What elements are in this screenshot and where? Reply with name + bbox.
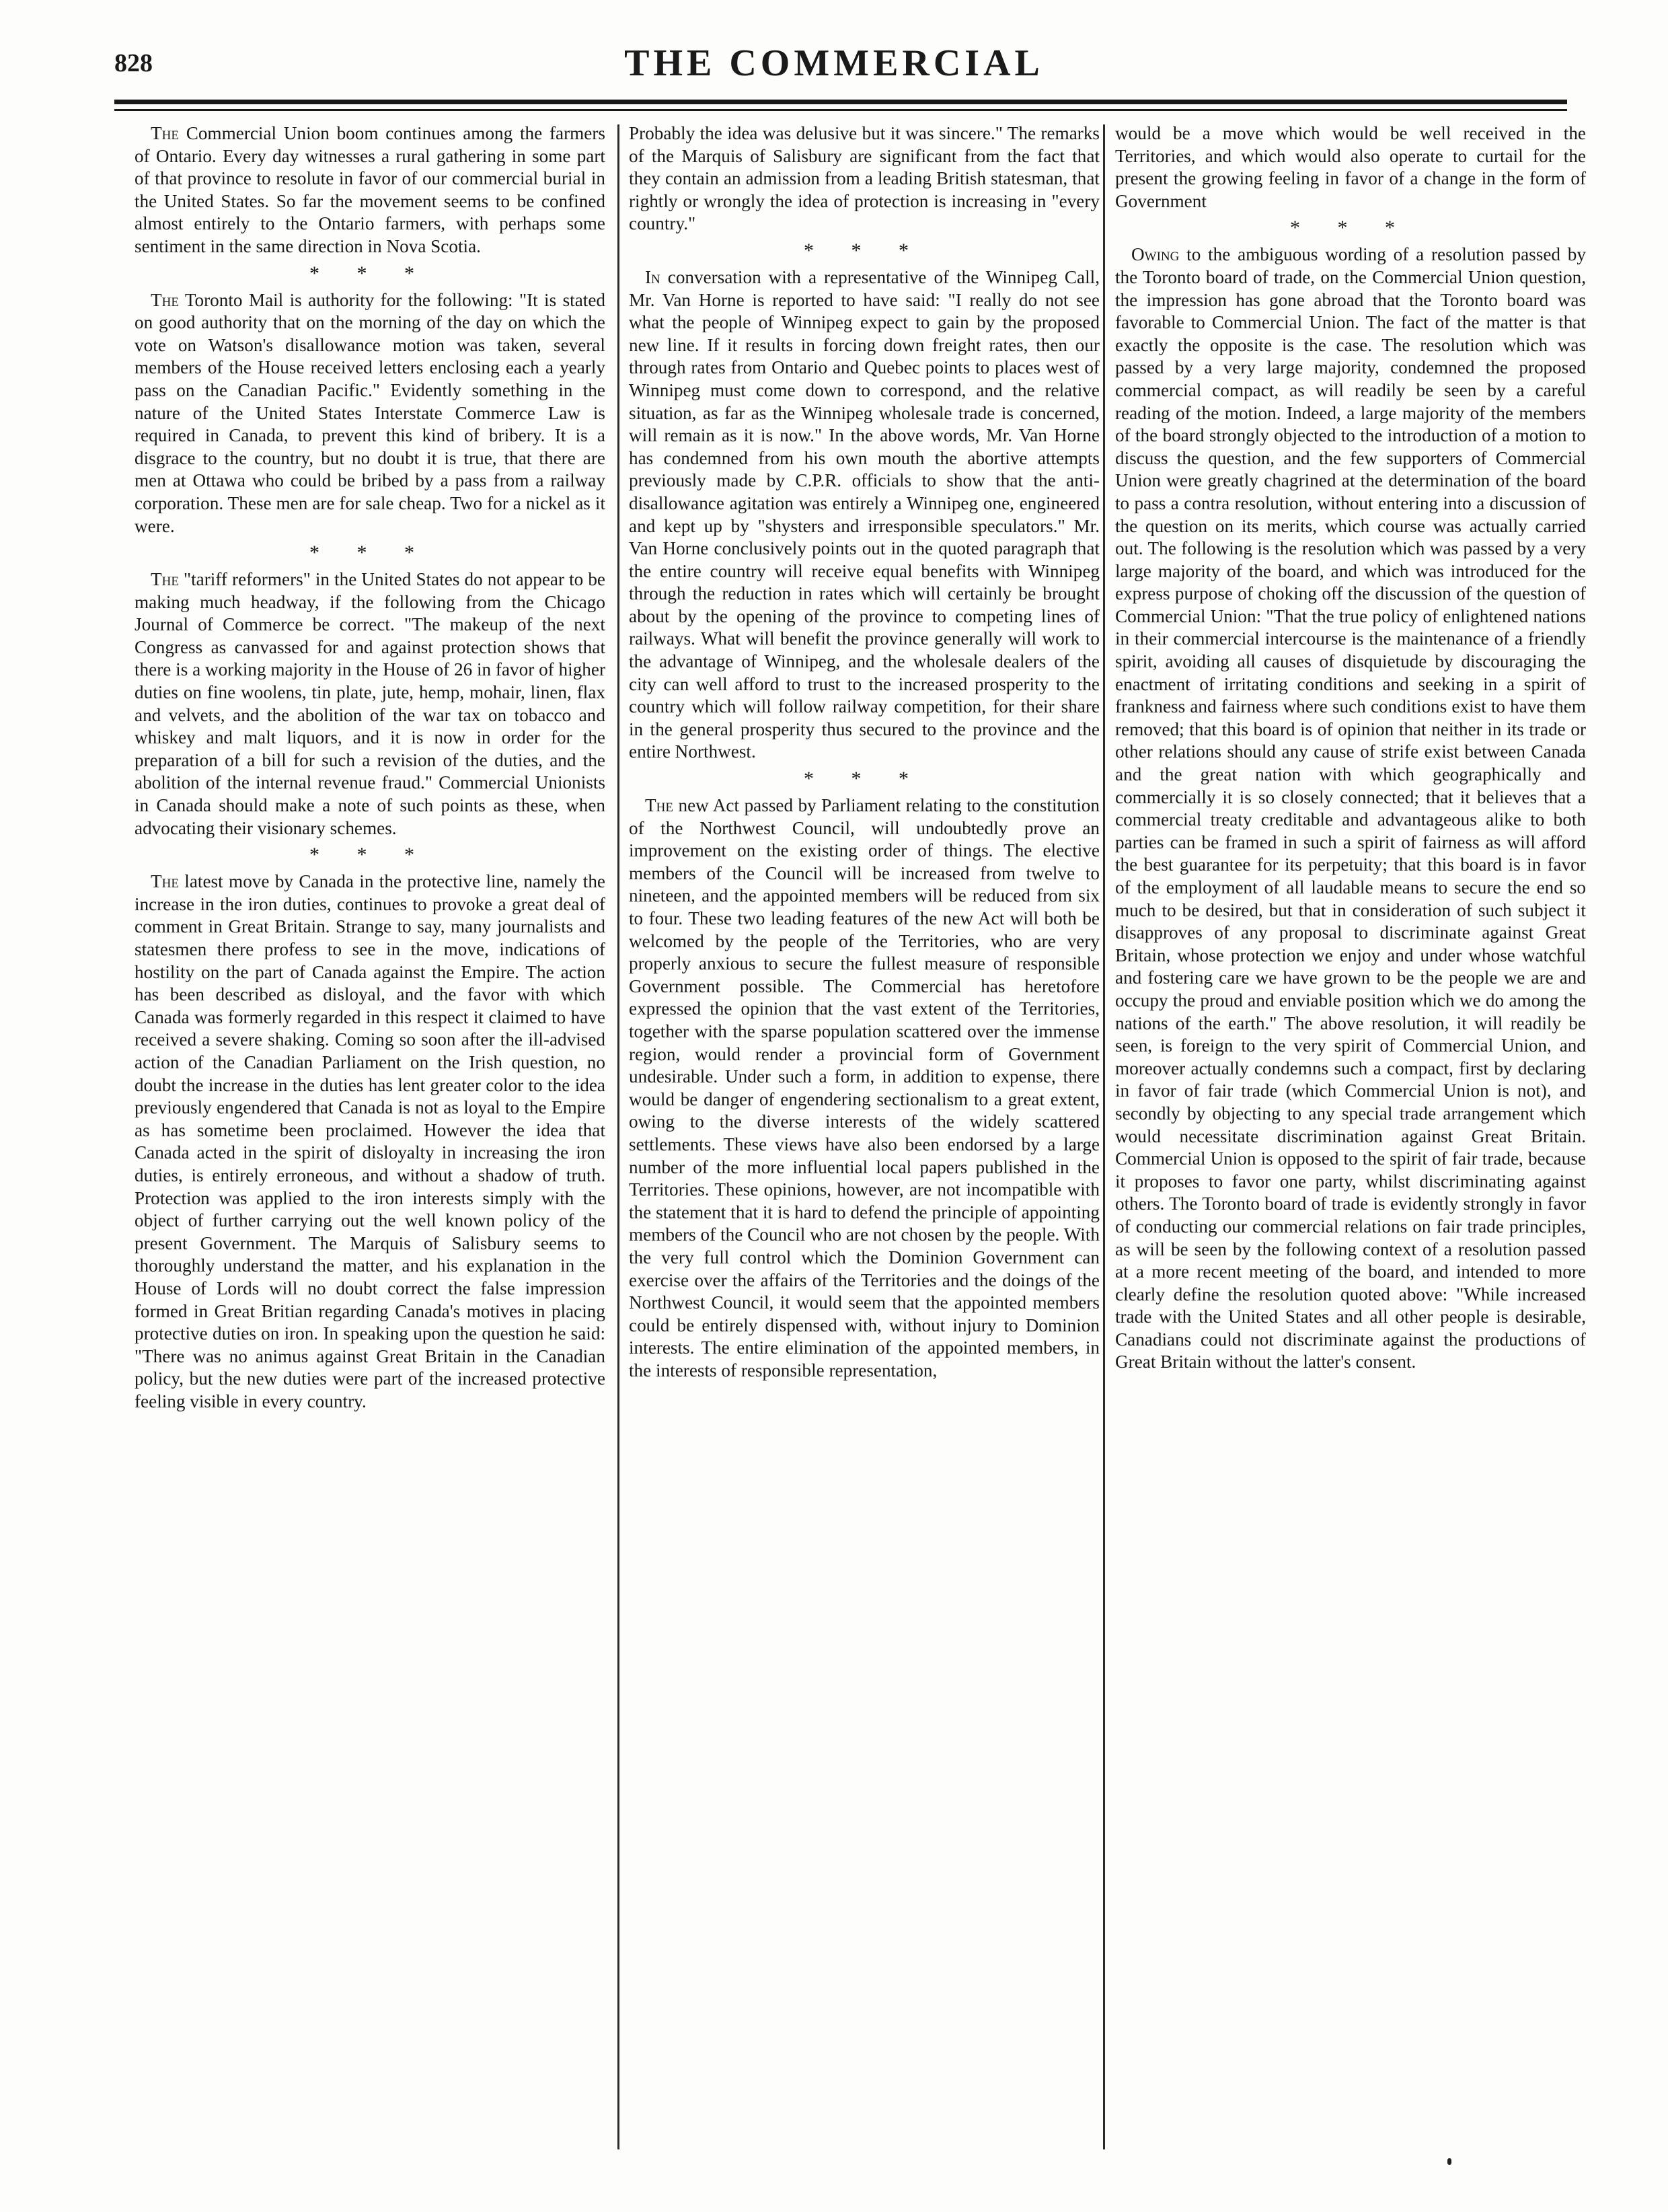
article-paragraph bbox=[629, 795, 1100, 1382]
article-body: Commercial Union boom continues among the farmers of Ontario. Every day witnesses a rural gathering in some part of that province to resolute in favor of our commercial burial in the United States. So far the movement seems to be confined almost entirely to the Ontario farmers, with perhaps some sentiment in the same direction in Nova Scotia. bbox=[135, 123, 605, 256]
article-paragraph bbox=[135, 871, 605, 1413]
header-rule-thick bbox=[114, 100, 1567, 104]
article-body: to the ambiguous wording of a resolution passed by the Toronto board of trade, on the Commercial Union question, the impression has gone abroad that the Toronto board was favorable to Commercial Union. The fact of the matter is that exactly the opposite is the case. The resolution which was passed by a very large majority, condemned the proposed commercial compact, as will readily be seen by a careful reading of the motion. Indeed, a large majority of the members of the board strongly objected to the introduction of a motion to discuss the question, and the few supporters of Commercial Union were greatly chagrined at the determination of the board to pass a contra resolution, without entering into a discussion of the question on its merits, which course was actually carried out. The following is the resolution which was passed by a very large majority of the board, and which was introduced for the express purpose of choking off the discussion of the question of Commercial Union: "That the true policy of enlightened nations in their commercial intercourse is the maintenance of a friendly spirit, avoiding all causes of disquietude by discouraging the enactment of irritating conditions and seeking in a spirit of frankness and fairness where such conditions exist to have them removed; that this board is of opinion that neither in its trade or other relations should any cause of strife exist between Canada and the great nation with which geographically and commercially it is so closely connected; that it believes that a commercial treaty creditable and advantageous alike to both parties can be framed in such a spirit of fairness as will afford the best guarantee for its perpetuity; that this board is in favor of the employment of all laudable means to secure the end so much to be desired, but that in consideration of such subject it disapproves of any proposal to discriminate against Great Britain, whose protection we enjoy and under whose watchful and fostering care we have grown to be the people we are and occupy the proud and enviable position which we do among the nations of the earth." The above resolution, it will readily be seen, is foreign to the very spirit of Commercial Union, and moreover actually condemns such a compact, first by declaring in favor of fair trade (which Commercial Union is not), and secondly by objecting to any special trade arrangement which would necessitate discrimination against Great Britain. Commercial Union is opposed to the spirit of fair trade, because it proposes to favor one party, whilst discriminating against others. The Toronto board of trade is evidently strongly in favor of conducting our commercial relations on fair trade principles, as will be seen by the following context of a resolution passed at a more recent meeting of the board, and intended to more clearly define the resolution quoted above: "While increased trade with the United States and all other people is desirable, Canadians could not discriminate against the productions of Great Britain without the latter's consent. bbox=[1115, 244, 1586, 1372]
article-lead: The bbox=[151, 569, 179, 590]
article-separator: * * * bbox=[309, 262, 430, 285]
header-rule-thin bbox=[114, 109, 1567, 111]
column-1 bbox=[135, 122, 605, 2168]
article-paragraph bbox=[1115, 122, 1586, 213]
masthead-title: THE COMMERCIAL bbox=[624, 42, 1044, 84]
article-paragraph bbox=[629, 122, 1100, 235]
article-paragraph bbox=[135, 122, 605, 258]
column-divider-1 bbox=[617, 124, 619, 2149]
article-separator: * * * bbox=[309, 542, 430, 564]
article-body: new Act passed by Parliament relating to the constitution of the Northwest Council, will undoubtedly prove an improvement on the existing order of things. The elective members of the Council will be increased from twelve to nineteen, and the appointed members will be reduced from six to four. These two leading features of the new Act will both be welcomed by the people of the Territories, who are very properly anxious to secure the fullest measure of responsible Government possible. The Commercial has heretofore expressed the opinion that the vast extent of the Territories, together with the sparse population scattered over the immense region, would render a provincial form of Government undesirable. Under such a form, in addition to expense, there would be danger of engendering sectionalism to a great extent, owing to the diverse interests of the widely scattered settlements. These views have also been endorsed by a large number of the more influential local papers published in the Territories. These opinions, however, are not incompatible with the statement that it is hard to defend the principle of appointing members of the Council who are not chosen by the people. With the very full control which the Dominion Government can exercise over the affairs of the Territories and the doings of the Northwest Council, it would seem that the appointed members could be entirely dispensed with, without injury to Dominion interests. The entire elimination of the appointed members, in the interests of responsible representation, bbox=[629, 795, 1100, 1380]
article-lead: The bbox=[151, 289, 179, 310]
article-body: Probably the idea was delusive but it was sincere." The remarks of the Marquis of Salisbury are significant from the fact that they contain an admission from a leading British statesman, that rightly or wrongly the idea of protection is increasing in "every country." bbox=[629, 123, 1100, 234]
page-header bbox=[114, 42, 1554, 90]
ink-speck bbox=[1447, 2158, 1451, 2165]
article-separator: * * * bbox=[804, 239, 925, 262]
article-lead: Owing bbox=[1131, 244, 1180, 265]
article-body: would be a move which would be well received in the Territories, and which would also operate to curtail for the present the growing feeling in favor of a change in the form of Government bbox=[1115, 123, 1586, 211]
article-lead: The bbox=[151, 123, 179, 143]
article-paragraph bbox=[629, 266, 1100, 764]
article-separator: * * * bbox=[309, 844, 430, 867]
column-divider-2 bbox=[1103, 124, 1105, 2149]
article-body: "tariff reformers" in the United States do not appear to be making much headway, if the following from the Chicago Journal of Commerce be correct. "The makeup of the next Congress as canvassed for and against protection shows that there is a working majority in the House of 26 in favor of higher duties on fine woolens, tin plate, jute, hemp, mohair, linen, flax and velvets, and the abolition of the war tax on tobacco and whiskey and malt liquors, and it is now in order for the preparation of a bill for such a revision of the duties, and the abolition of the internal revenue fraud." Commercial Unionists in Canada should make a note of such points as these, when advocating their visionary schemes. bbox=[135, 569, 605, 838]
article-body: latest move by Canada in the protective line, namely the increase in the iron duties, continues to provoke a great deal of comment in Great Britain. Strange to say, many journalists and statesmen there profess to see in the move, indications of hostility on the part of Canada against the Empire. The action has been described as disloyal, and the favor with which Canada was formerly regarded in this respect it claimed to have received a severe shaking. Coming so soon after the ill-advised action of the Canadian Parliament on the Irish question, no doubt the increase in the duties has lent greater color to the idea previously engendered that Canada is not as loyal to the Empire as has sometime been proclaimed. However the idea that Canada acted in the spirit of disloyalty in increasing the iron duties, is entirely erroneous, and without a shadow of truth. Protection was applied to the iron interests simply with the object of further carrying out the well known policy of the present Government. The Marquis of Salisbury seems to thoroughly understand the matter, and his explanation in the House of Lords will no doubt correct the false impression formed in Great Britian regarding Canada's motives in placing protective duties on iron. In speaking upon the question he said: "There was no animus against Great Britain in the Canadian policy, but the new duties were part of the increased protective feeling visible in every country. bbox=[135, 871, 605, 1411]
page-number: 828 bbox=[114, 49, 153, 77]
article-separator: * * * bbox=[804, 768, 925, 790]
article-body: conversation with a representative of the Winnipeg Call, Mr. Van Horne is reported to have said: "I really do not see what the people of Winnipeg expect to gain by the proposed new line. If it results in forcing down freight rates, then our through rates from Ontario and Quebec points to places west of Winnipeg must come down to correspond, and the relative situation, as far as the Winnipeg wholesale trade is concerned, will remain as it is now." In the above words, Mr. Van Horne has condemned from his own mouth the abortive attempts previously made by C.P.R. officials to show that the anti-disallowance agitation was entirely a Winnipeg one, engineered and kept up by "shysters and irresponsible speculators." Mr. Van Horne conclusively points out in the quoted paragraph that the entire country will receive equal benefits with Winnipeg through the reduction in rates which will certainly be brought about by the opening of the province to competing lines of railways. What will benefit the province generally will work to the advantage of Winnipeg, and the wholesale dealers of the city can well afford to trust to the increased prosperity to the country which will follow railway competition, for their share in the general prosperity thus secured to the province and the entire Northwest. bbox=[629, 266, 1100, 762]
article-separator: * * * bbox=[1290, 217, 1411, 239]
article-body: Toronto Mail is authority for the following: "It is stated on good authority that on the morning of the day on which the vote on Watson's disallowance motion was taken, several members of the House received letters enclosing each a yearly pass on the Canadian Pacific." Evidently something in the nature of the United States Interstate Commerce Law is required in Canada, to prevent this kind of bribery. It is a disgrace to the country, but no doubt it is true, that there are men at Ottawa who could be bribed by a pass from a railway corporation. These men are for sale cheap. Two for a nickel as it were. bbox=[135, 289, 605, 536]
article-paragraph bbox=[135, 568, 605, 840]
article-lead: The bbox=[151, 871, 179, 892]
article-paragraph bbox=[135, 289, 605, 538]
column-2 bbox=[629, 122, 1100, 2168]
article-lead: The bbox=[645, 795, 673, 816]
article-lead: In bbox=[645, 266, 660, 287]
article-paragraph bbox=[1115, 244, 1586, 1374]
column-3 bbox=[1115, 122, 1586, 2168]
